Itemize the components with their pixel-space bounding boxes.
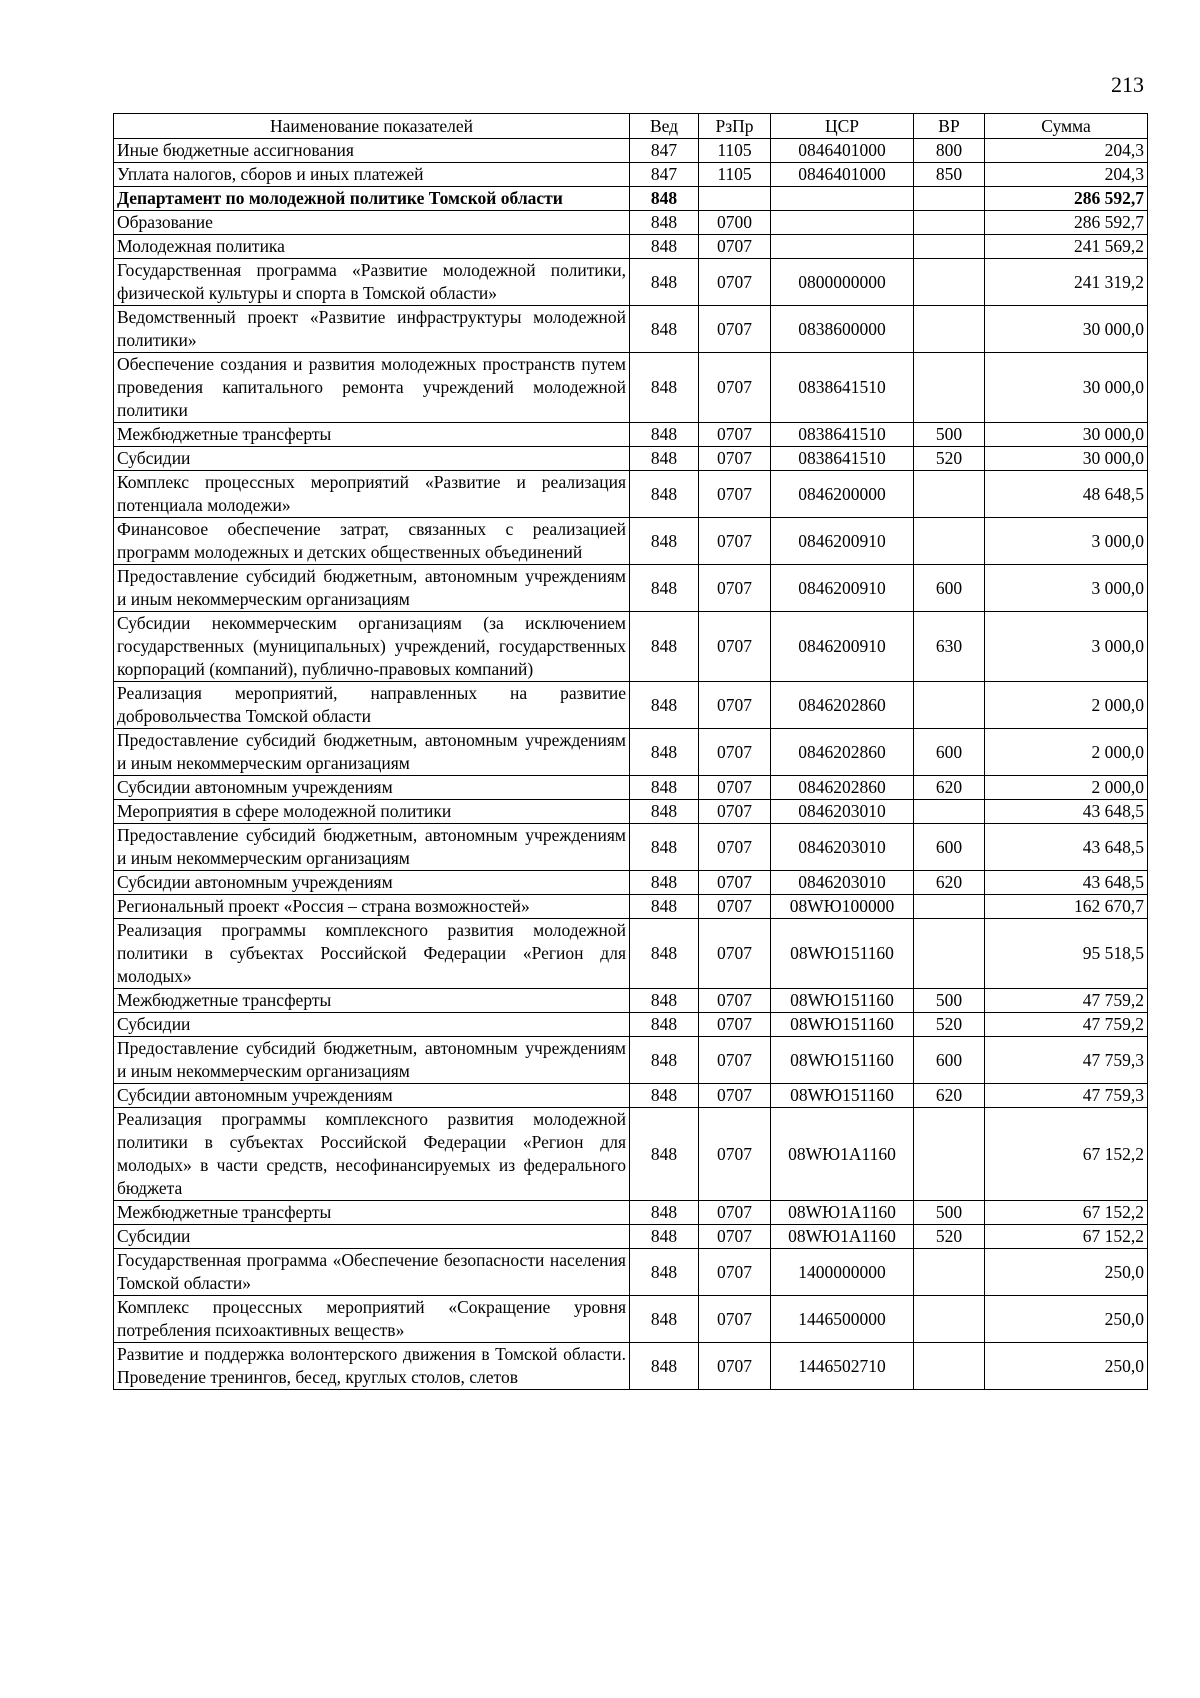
row-rzpr: 0707 bbox=[699, 895, 771, 919]
row-ved: 848 bbox=[630, 800, 699, 824]
row-name: Образование bbox=[114, 211, 630, 235]
row-sum: 3 000,0 bbox=[985, 565, 1148, 612]
row-ved: 848 bbox=[630, 471, 699, 518]
row-csr: 0846202860 bbox=[771, 729, 914, 776]
row-name: Межбюджетные трансферты bbox=[114, 1201, 630, 1225]
row-rzpr: 0707 bbox=[699, 1225, 771, 1249]
row-sum: 204,3 bbox=[985, 139, 1148, 163]
table-row bbox=[114, 800, 1148, 824]
row-vr bbox=[914, 259, 985, 306]
row-csr: 0846202860 bbox=[771, 776, 914, 800]
table-row bbox=[114, 565, 1148, 612]
row-rzpr: 0700 bbox=[699, 211, 771, 235]
row-ved: 848 bbox=[630, 1249, 699, 1296]
header-vr: ВР bbox=[914, 114, 985, 139]
row-vr bbox=[914, 353, 985, 423]
row-sum: 250,0 bbox=[985, 1249, 1148, 1296]
row-sum: 286 592,7 bbox=[985, 211, 1148, 235]
row-vr bbox=[914, 800, 985, 824]
row-name: Региональный проект «Россия – страна возможностей» bbox=[114, 895, 630, 919]
row-csr: 0838641510 bbox=[771, 353, 914, 423]
row-csr: 08WЮ151160 bbox=[771, 989, 914, 1013]
row-ved: 848 bbox=[630, 776, 699, 800]
row-sum: 67 152,2 bbox=[985, 1225, 1148, 1249]
row-vr bbox=[914, 306, 985, 353]
row-rzpr: 0707 bbox=[699, 447, 771, 471]
row-csr bbox=[771, 211, 914, 235]
row-vr: 500 bbox=[914, 423, 985, 447]
row-rzpr: 0707 bbox=[699, 776, 771, 800]
row-csr: 08WЮ151160 bbox=[771, 1013, 914, 1037]
row-sum: 3 000,0 bbox=[985, 612, 1148, 682]
row-vr bbox=[914, 471, 985, 518]
row-vr: 500 bbox=[914, 1201, 985, 1225]
row-vr: 520 bbox=[914, 447, 985, 471]
row-sum: 3 000,0 bbox=[985, 518, 1148, 565]
row-ved: 848 bbox=[630, 565, 699, 612]
row-vr bbox=[914, 235, 985, 259]
table-row bbox=[114, 682, 1148, 729]
row-name: Мероприятия в сфере молодежной политики bbox=[114, 800, 630, 824]
table-row bbox=[114, 235, 1148, 259]
row-sum: 250,0 bbox=[985, 1343, 1148, 1390]
row-vr: 620 bbox=[914, 1084, 985, 1108]
row-sum: 204,3 bbox=[985, 163, 1148, 187]
row-sum: 30 000,0 bbox=[985, 423, 1148, 447]
row-ved: 848 bbox=[630, 729, 699, 776]
row-ved: 848 bbox=[630, 518, 699, 565]
row-sum: 47 759,3 bbox=[985, 1084, 1148, 1108]
row-vr: 620 bbox=[914, 871, 985, 895]
row-name: Субсидии некоммерческим организациям (за исключением государственных (муниципальных) учреждений, государственных корпораций (компаний), публично-правовых компаний) bbox=[114, 612, 630, 682]
table-row bbox=[114, 187, 1148, 211]
row-rzpr: 0707 bbox=[699, 729, 771, 776]
row-name: Комплекс процессных мероприятий «Развитие и реализация потенциала молодежи» bbox=[114, 471, 630, 518]
row-ved: 848 bbox=[630, 1225, 699, 1249]
row-ved: 848 bbox=[630, 824, 699, 871]
row-rzpr: 0707 bbox=[699, 1037, 771, 1084]
row-rzpr: 0707 bbox=[699, 1084, 771, 1108]
row-rzpr: 0707 bbox=[699, 353, 771, 423]
row-vr bbox=[914, 1108, 985, 1201]
row-csr: 0846401000 bbox=[771, 139, 914, 163]
row-csr: 1446500000 bbox=[771, 1296, 914, 1343]
table-row bbox=[114, 211, 1148, 235]
table-row bbox=[114, 1296, 1148, 1343]
row-ved: 848 bbox=[630, 919, 699, 989]
table-row bbox=[114, 612, 1148, 682]
row-sum: 30 000,0 bbox=[985, 353, 1148, 423]
table-row bbox=[114, 1037, 1148, 1084]
row-vr bbox=[914, 518, 985, 565]
row-name: Субсидии автономным учреждениям bbox=[114, 1084, 630, 1108]
row-csr: 08WЮ151160 bbox=[771, 1084, 914, 1108]
row-rzpr: 0707 bbox=[699, 306, 771, 353]
row-rzpr: 0707 bbox=[699, 423, 771, 447]
row-csr: 08WЮ151160 bbox=[771, 919, 914, 989]
row-ved: 848 bbox=[630, 423, 699, 447]
row-name: Государственная программа «Развитие молодежной политики, физической культуры и спорта в Томской области» bbox=[114, 259, 630, 306]
row-csr: 0846203010 bbox=[771, 824, 914, 871]
table-row bbox=[114, 1201, 1148, 1225]
row-ved: 848 bbox=[630, 895, 699, 919]
table-row bbox=[114, 518, 1148, 565]
table-row bbox=[114, 423, 1148, 447]
table-row bbox=[114, 989, 1148, 1013]
row-vr bbox=[914, 211, 985, 235]
row-rzpr: 0707 bbox=[699, 1343, 771, 1390]
row-name: Предоставление субсидий бюджетным, автономным учреждениям и иным некоммерческим организациям bbox=[114, 824, 630, 871]
table-row bbox=[114, 259, 1148, 306]
row-vr: 520 bbox=[914, 1225, 985, 1249]
header-rzpr: РзПр bbox=[699, 114, 771, 139]
row-rzpr: 0707 bbox=[699, 682, 771, 729]
row-sum: 162 670,7 bbox=[985, 895, 1148, 919]
row-name: Департамент по молодежной политике Томской области bbox=[114, 187, 630, 211]
header-sum: Сумма bbox=[985, 114, 1148, 139]
header-csr: ЦСР bbox=[771, 114, 914, 139]
row-vr bbox=[914, 895, 985, 919]
row-rzpr: 0707 bbox=[699, 612, 771, 682]
row-rzpr: 1105 bbox=[699, 139, 771, 163]
row-name: Комплекс процессных мероприятий «Сокращение уровня потребления психоактивных веществ» bbox=[114, 1296, 630, 1343]
row-rzpr: 0707 bbox=[699, 1296, 771, 1343]
row-sum: 2 000,0 bbox=[985, 682, 1148, 729]
row-name: Реализация программы комплексного развития молодежной политики в субъектах Российской Федерации «Регион для молодых» bbox=[114, 919, 630, 989]
row-csr bbox=[771, 235, 914, 259]
row-sum: 241 569,2 bbox=[985, 235, 1148, 259]
row-name: Обеспечение создания и развития молодежных пространств путем проведения капитального ремонта учреждений молодежной политики bbox=[114, 353, 630, 423]
row-csr: 0846200910 bbox=[771, 612, 914, 682]
row-sum: 43 648,5 bbox=[985, 824, 1148, 871]
row-rzpr: 0707 bbox=[699, 1201, 771, 1225]
row-name: Межбюджетные трансферты bbox=[114, 423, 630, 447]
row-name: Развитие и поддержка волонтерского движения в Томской области. Проведение тренингов, бесед, круглых столов, слетов bbox=[114, 1343, 630, 1390]
row-csr: 0846200910 bbox=[771, 565, 914, 612]
row-rzpr: 0707 bbox=[699, 1013, 771, 1037]
row-rzpr: 0707 bbox=[699, 518, 771, 565]
row-csr: 0838641510 bbox=[771, 423, 914, 447]
table-row bbox=[114, 1343, 1148, 1390]
table-row bbox=[114, 1084, 1148, 1108]
row-ved: 848 bbox=[630, 187, 699, 211]
row-vr bbox=[914, 187, 985, 211]
budget-table bbox=[113, 113, 1148, 1390]
row-csr: 0846202860 bbox=[771, 682, 914, 729]
row-vr bbox=[914, 919, 985, 989]
row-rzpr: 0707 bbox=[699, 824, 771, 871]
row-name: Молодежная политика bbox=[114, 235, 630, 259]
row-sum: 47 759,2 bbox=[985, 989, 1148, 1013]
table-row bbox=[114, 776, 1148, 800]
table-row bbox=[114, 729, 1148, 776]
row-csr: 0838600000 bbox=[771, 306, 914, 353]
row-ved: 848 bbox=[630, 306, 699, 353]
row-name: Реализация программы комплексного развития молодежной политики в субъектах Российской Федерации «Регион для молодых» в части средств, несофинансируемых из федерального бюджета bbox=[114, 1108, 630, 1201]
row-rzpr: 0707 bbox=[699, 1249, 771, 1296]
row-sum: 286 592,7 bbox=[985, 187, 1148, 211]
row-sum: 241 319,2 bbox=[985, 259, 1148, 306]
row-name: Уплата налогов, сборов и иных платежей bbox=[114, 163, 630, 187]
row-csr: 08WЮ1А1160 bbox=[771, 1201, 914, 1225]
row-csr: 1446502710 bbox=[771, 1343, 914, 1390]
row-vr bbox=[914, 682, 985, 729]
row-ved: 848 bbox=[630, 1037, 699, 1084]
row-csr: 0838641510 bbox=[771, 447, 914, 471]
row-name: Субсидии bbox=[114, 447, 630, 471]
row-vr bbox=[914, 1249, 985, 1296]
row-csr: 0800000000 bbox=[771, 259, 914, 306]
header-ved: Вед bbox=[630, 114, 699, 139]
row-ved: 848 bbox=[630, 1343, 699, 1390]
row-vr: 600 bbox=[914, 565, 985, 612]
row-name: Предоставление субсидий бюджетным, автономным учреждениям и иным некоммерческим организациям bbox=[114, 565, 630, 612]
row-rzpr: 0707 bbox=[699, 259, 771, 306]
row-sum: 47 759,3 bbox=[985, 1037, 1148, 1084]
row-ved: 848 bbox=[630, 682, 699, 729]
row-ved: 848 bbox=[630, 1108, 699, 1201]
row-name: Субсидии автономным учреждениям bbox=[114, 776, 630, 800]
table-row bbox=[114, 895, 1148, 919]
row-sum: 250,0 bbox=[985, 1296, 1148, 1343]
row-rzpr: 0707 bbox=[699, 565, 771, 612]
row-name: Межбюджетные трансферты bbox=[114, 989, 630, 1013]
row-rzpr: 0707 bbox=[699, 871, 771, 895]
table-row bbox=[114, 1108, 1148, 1201]
row-sum: 2 000,0 bbox=[985, 729, 1148, 776]
row-vr: 520 bbox=[914, 1013, 985, 1037]
row-ved: 848 bbox=[630, 1084, 699, 1108]
row-name: Государственная программа «Обеспечение безопасности населения Томской области» bbox=[114, 1249, 630, 1296]
row-csr: 08WЮ1А1160 bbox=[771, 1108, 914, 1201]
table-body bbox=[114, 139, 1148, 1390]
row-sum: 67 152,2 bbox=[985, 1201, 1148, 1225]
table-row bbox=[114, 353, 1148, 423]
row-ved: 848 bbox=[630, 612, 699, 682]
row-rzpr: 1105 bbox=[699, 163, 771, 187]
row-sum: 67 152,2 bbox=[985, 1108, 1148, 1201]
row-vr: 500 bbox=[914, 989, 985, 1013]
row-ved: 848 bbox=[630, 989, 699, 1013]
table-row bbox=[114, 447, 1148, 471]
row-csr: 0846200910 bbox=[771, 518, 914, 565]
row-vr: 630 bbox=[914, 612, 985, 682]
row-ved: 848 bbox=[630, 353, 699, 423]
row-csr: 0846203010 bbox=[771, 800, 914, 824]
row-ved: 848 bbox=[630, 211, 699, 235]
page-number: 213 bbox=[1111, 72, 1144, 97]
row-ved: 848 bbox=[630, 871, 699, 895]
row-ved: 848 bbox=[630, 1296, 699, 1343]
row-vr bbox=[914, 1296, 985, 1343]
row-csr: 0846203010 bbox=[771, 871, 914, 895]
table-header-row bbox=[114, 114, 1148, 139]
row-name: Ведомственный проект «Развитие инфраструктуры молодежной политики» bbox=[114, 306, 630, 353]
header-name: Наименование показателей bbox=[114, 114, 630, 139]
row-csr bbox=[771, 187, 914, 211]
row-csr: 0846200000 bbox=[771, 471, 914, 518]
row-rzpr: 0707 bbox=[699, 989, 771, 1013]
row-vr: 850 bbox=[914, 163, 985, 187]
row-name: Реализация мероприятий, направленных на развитие добровольчества Томской области bbox=[114, 682, 630, 729]
table-row bbox=[114, 306, 1148, 353]
row-name: Иные бюджетные ассигнования bbox=[114, 139, 630, 163]
row-sum: 43 648,5 bbox=[985, 871, 1148, 895]
table-row bbox=[114, 1013, 1148, 1037]
row-csr: 08WЮ1А1160 bbox=[771, 1225, 914, 1249]
row-sum: 47 759,2 bbox=[985, 1013, 1148, 1037]
row-vr: 600 bbox=[914, 729, 985, 776]
row-rzpr bbox=[699, 187, 771, 211]
row-csr: 08WЮ100000 bbox=[771, 895, 914, 919]
row-ved: 848 bbox=[630, 1013, 699, 1037]
row-sum: 2 000,0 bbox=[985, 776, 1148, 800]
row-sum: 95 518,5 bbox=[985, 919, 1148, 989]
table-row bbox=[114, 139, 1148, 163]
row-name: Субсидии автономным учреждениям bbox=[114, 871, 630, 895]
row-ved: 848 bbox=[630, 447, 699, 471]
row-rzpr: 0707 bbox=[699, 919, 771, 989]
table-row bbox=[114, 1225, 1148, 1249]
row-ved: 847 bbox=[630, 139, 699, 163]
row-csr: 0846401000 bbox=[771, 163, 914, 187]
row-name: Субсидии bbox=[114, 1013, 630, 1037]
table-row bbox=[114, 163, 1148, 187]
row-name: Предоставление субсидий бюджетным, автономным учреждениям и иным некоммерческим организациям bbox=[114, 729, 630, 776]
row-vr bbox=[914, 1343, 985, 1390]
row-sum: 48 648,5 bbox=[985, 471, 1148, 518]
row-vr: 600 bbox=[914, 824, 985, 871]
table-row bbox=[114, 871, 1148, 895]
table-row bbox=[114, 919, 1148, 989]
row-rzpr: 0707 bbox=[699, 471, 771, 518]
row-vr: 600 bbox=[914, 1037, 985, 1084]
row-vr: 800 bbox=[914, 139, 985, 163]
row-sum: 30 000,0 bbox=[985, 447, 1148, 471]
row-sum: 43 648,5 bbox=[985, 800, 1148, 824]
row-rzpr: 0707 bbox=[699, 1108, 771, 1201]
row-sum: 30 000,0 bbox=[985, 306, 1148, 353]
row-ved: 848 bbox=[630, 235, 699, 259]
table-row bbox=[114, 1249, 1148, 1296]
row-ved: 847 bbox=[630, 163, 699, 187]
table-row bbox=[114, 471, 1148, 518]
row-name: Предоставление субсидий бюджетным, автономным учреждениям и иным некоммерческим организациям bbox=[114, 1037, 630, 1084]
row-ved: 848 bbox=[630, 1201, 699, 1225]
row-ved: 848 bbox=[630, 259, 699, 306]
row-vr: 620 bbox=[914, 776, 985, 800]
row-name: Субсидии bbox=[114, 1225, 630, 1249]
row-csr: 1400000000 bbox=[771, 1249, 914, 1296]
row-name: Финансовое обеспечение затрат, связанных с реализацией программ молодежных и детских общественных объединений bbox=[114, 518, 630, 565]
row-rzpr: 0707 bbox=[699, 235, 771, 259]
row-rzpr: 0707 bbox=[699, 800, 771, 824]
table-row bbox=[114, 824, 1148, 871]
row-csr: 08WЮ151160 bbox=[771, 1037, 914, 1084]
